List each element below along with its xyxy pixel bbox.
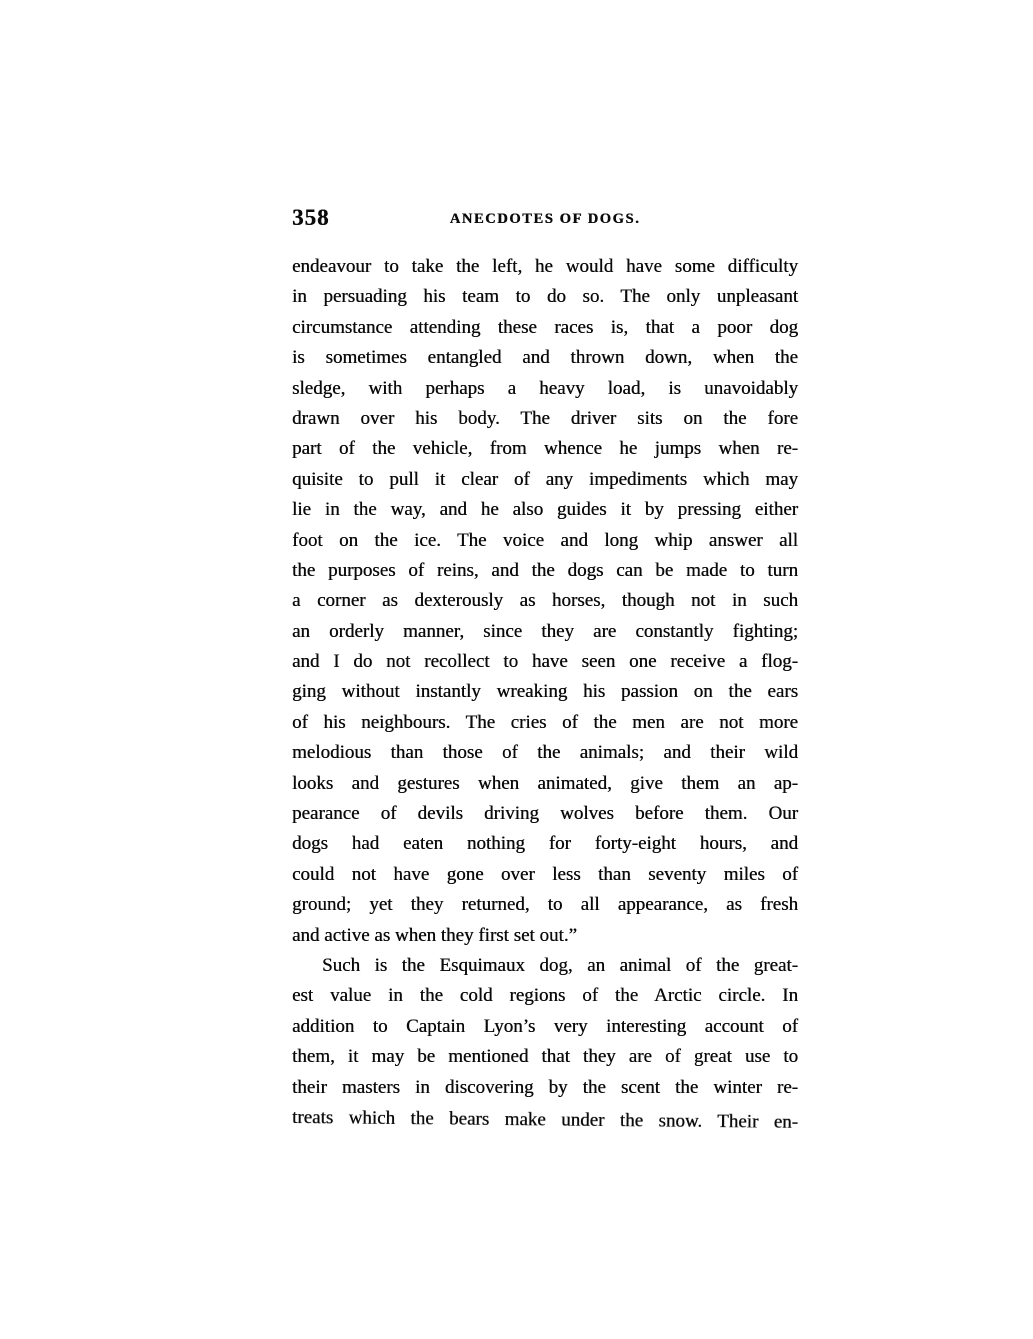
text-line: quisite to pull it clear of any impediments which may: [292, 468, 798, 490]
text-line: dogs had eaten nothing for forty-eight hours, and: [292, 833, 798, 855]
text-line: is sometimes entangled and thrown down, when the: [292, 347, 798, 369]
text-line: sledge, with perhaps a heavy load, is unavoidably: [292, 377, 798, 399]
text-line: their masters in discovering by the scent the winter re-: [292, 1076, 798, 1098]
text-line: drawn over his body. The driver sits on the fore: [292, 407, 798, 429]
text-line: looks and gestures when animated, give them an ap-: [292, 772, 798, 794]
text-line: est value in the cold regions of the Arctic circle. In: [292, 985, 798, 1007]
text-line: endeavour to take the left, he would have some difficulty: [292, 256, 798, 277]
text-line: addition to Captain Lyon’s very interesting account of: [292, 1015, 798, 1037]
text-line: an orderly manner, since they are constantly fighting;: [292, 620, 798, 642]
text-line: ground; yet they returned, to all appearance, as fresh: [292, 894, 798, 916]
text-line: and I do not recollect to have seen one receive a flog-: [292, 651, 798, 673]
text-line: lie in the way, and he also guides it by pressing either: [292, 499, 798, 521]
text-line: could not have gone over less than seventy miles of: [292, 863, 798, 885]
text-line: ging without instantly wreaking his passion on the ears: [292, 681, 798, 703]
text-line: a corner as dexterously as horses, though not in such: [292, 590, 798, 612]
body-text: [292, 252, 798, 1133]
text-line: and active as when they first set out.”: [292, 924, 577, 946]
text-line: them, it may be mentioned that they are of great use to: [292, 1046, 798, 1068]
text-line: circumstance attending these races is, that a poor dog: [292, 316, 798, 338]
page-number: 358: [292, 205, 330, 230]
text-line: in persuading his team to do so. The only unpleasant: [292, 286, 798, 308]
text-line: foot on the ice. The voice and long whip answer all: [292, 529, 798, 551]
text-line: the purposes of reins, and the dogs can be made to turn: [292, 559, 798, 581]
running-title: ANECDOTES OF DOGS.: [449, 211, 641, 227]
text-line: pearance of devils driving wolves before them. Our: [292, 803, 798, 825]
text-line: part of the vehicle, from whence he jumps when re-: [292, 438, 798, 460]
text-line: treats which the bears make under the snow. Their en-: [291, 1106, 799, 1133]
text-line: of his neighbours. The cries of the men are not more: [292, 711, 798, 733]
text-line: melodious than those of the animals; and their wild: [292, 742, 798, 764]
page-header: [292, 205, 798, 235]
text-line: Such is the Esquimaux dog, an animal of the great-: [322, 954, 798, 976]
